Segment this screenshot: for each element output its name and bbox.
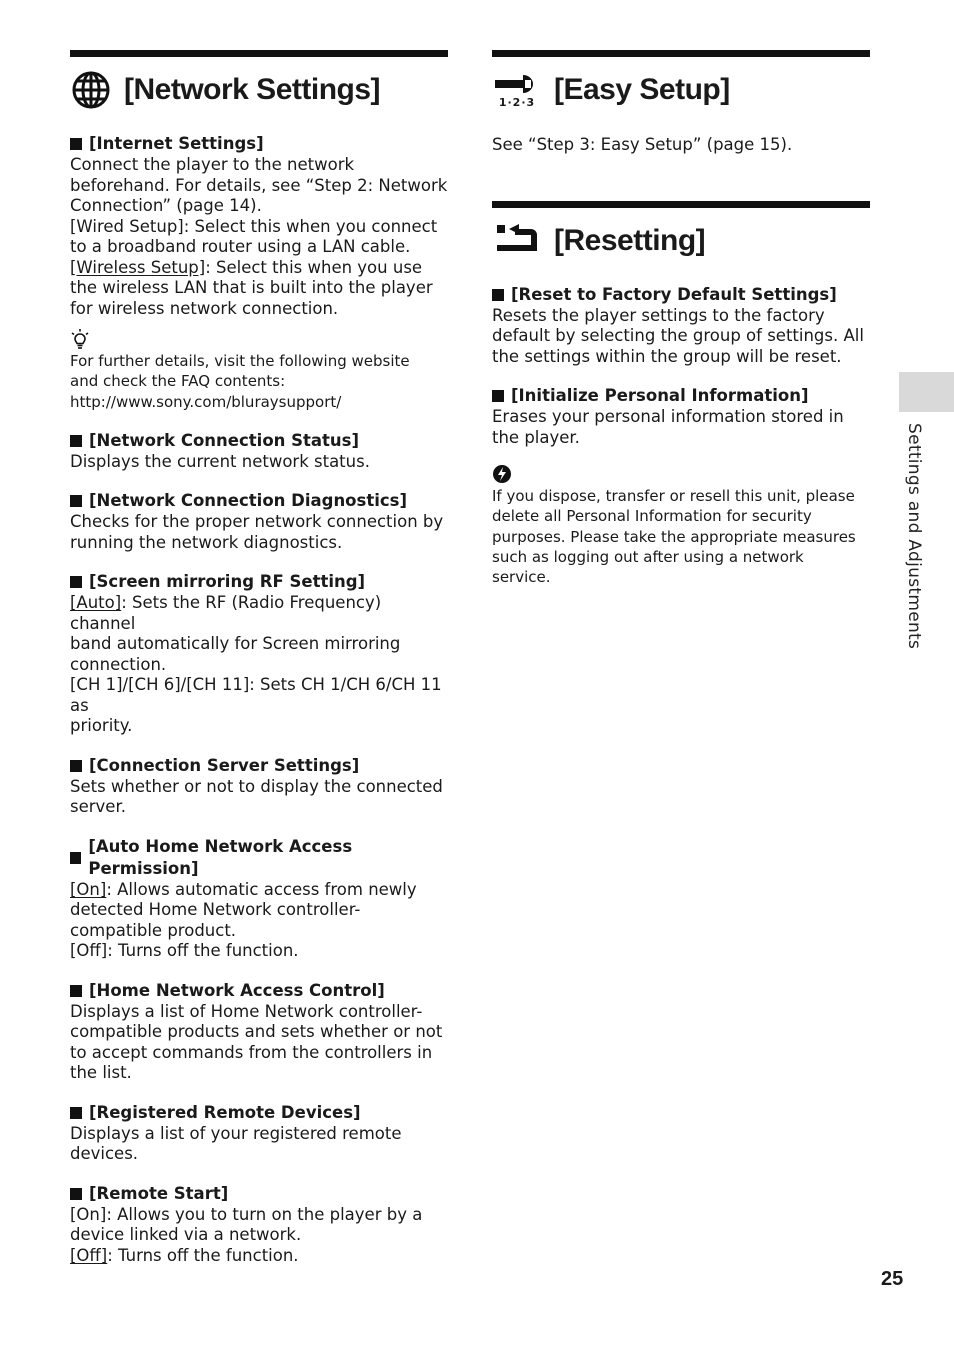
item-text: to accept commands from the controllers in (70, 1042, 433, 1062)
item-text: devices. (70, 1144, 139, 1164)
item-text: compatible product. (70, 920, 237, 940)
item-text: for wireless network connection. (70, 298, 339, 318)
bullet-square-icon (70, 1188, 82, 1200)
item-text: Connection” (page 14). (70, 196, 262, 215)
item-text: [Off]: Turns off the function. (70, 941, 299, 961)
step-numbers: 1·2·3 (498, 96, 536, 109)
chapter-tab (899, 372, 954, 412)
item-text: Displays the current network status. (70, 451, 370, 471)
easy-setup-title: [Easy Setup] (554, 73, 730, 106)
item-heading: [Initialize Personal Information] (511, 386, 809, 405)
connection-server-item (70, 755, 448, 818)
item-text: [Wired Setup]: Select this when you connect (70, 216, 438, 236)
item-text: running the network diagnostics. (70, 532, 343, 552)
bullet-square-icon (70, 576, 82, 588)
bullet-square-icon (70, 760, 82, 772)
screen-mirroring-item (70, 571, 448, 737)
initialize-personal-item (492, 385, 870, 448)
hint-url: http://www.sony.com/bluraysupport/ (70, 392, 342, 411)
resetting-header (492, 201, 870, 266)
item-text: : Sets the RF (Radio Frequency) channel (70, 593, 382, 633)
hint-bulb-icon (70, 329, 448, 351)
bullet-square-icon (70, 985, 82, 997)
item-heading: [Screen mirroring RF Setting] (89, 572, 366, 592)
item-heading: [Network Connection Diagnostics] (89, 491, 408, 511)
hint-block (70, 329, 448, 412)
network-diagnostics-item (70, 490, 448, 553)
network-settings-header (70, 50, 448, 115)
item-text: compatible products and sets whether or not (70, 1022, 443, 1042)
hint-text: For further details, visit the following website (70, 352, 410, 370)
item-text: : Allows automatic access from newly (106, 879, 417, 899)
network-settings-column (70, 50, 448, 1266)
default-option: [On] (70, 879, 107, 899)
item-text: connection. (70, 654, 167, 674)
item-text: server. (70, 797, 126, 817)
default-option: [Wireless Setup] (70, 257, 206, 277)
caution-block (492, 464, 870, 587)
resetting-title: [Resetting] (554, 223, 706, 257)
bullet-square-icon (492, 289, 504, 301)
item-text: Displays a list of your registered remote (70, 1123, 402, 1143)
default-option: [Auto] (70, 593, 122, 613)
item-heading: [Remote Start] (89, 1183, 229, 1203)
page-number: 25 (881, 1268, 904, 1290)
wrench-icon (492, 69, 542, 111)
page-title: [Network Settings] (124, 73, 381, 106)
item-text: priority. (70, 716, 133, 736)
item-text: to a broadband router using a LAN cable. (70, 237, 411, 256)
bullet-square-icon (70, 852, 81, 864)
item-heading: [Registered Remote Devices] (89, 1102, 361, 1122)
auto-home-network-item (70, 836, 448, 962)
default-option: [Off] (70, 1245, 108, 1265)
globe-icon (70, 69, 112, 111)
bullet-square-icon (70, 495, 82, 507)
item-text: Connect the player to the network (70, 155, 355, 174)
registered-remote-item (70, 1102, 448, 1165)
reset-arrow-icon (492, 220, 542, 262)
caution-icon (492, 464, 870, 486)
item-heading: [Connection Server Settings] (89, 755, 360, 775)
easy-setup-header (492, 50, 870, 115)
item-heading: [Home Network Access Control] (89, 980, 385, 1000)
item-text: beforehand. For details, see “Step 2: Network (70, 175, 448, 195)
item-text: Displays a list of Home Network controller- (70, 1001, 423, 1021)
item-text: Resets the player settings to the factory (492, 305, 825, 325)
internet-settings-item (70, 133, 448, 319)
item-text: : Turns off the function. (107, 1245, 299, 1265)
hint-text: and check the FAQ contents: (70, 372, 286, 391)
chapter-label: Settings and Adjustments (904, 423, 924, 650)
item-text: [CH 1]/[CH 6]/[CH 11]: Sets CH 1/CH 6/CH 11 as (70, 675, 442, 715)
caution-text: delete all Personal Information for security (492, 507, 812, 526)
home-network-control-item (70, 980, 448, 1084)
item-text: Checks for the proper network connection by (70, 512, 444, 532)
item-text: Erases your personal information stored in (492, 407, 844, 426)
caution-text: purposes. Please take the appropriate measures (492, 527, 856, 546)
bullet-square-icon (70, 1107, 82, 1119)
remote-start-item (70, 1183, 448, 1267)
item-text: Sets whether or not to display the connected (70, 776, 443, 796)
item-heading: [Reset to Factory Default Settings] (511, 284, 837, 304)
caution-text: If you dispose, transfer or resell this unit, please (492, 487, 855, 505)
caution-text: service. (492, 568, 551, 587)
item-heading: [Auto Home Network Access Permission] (88, 836, 353, 878)
item-text: the player. (492, 427, 580, 447)
bullet-square-icon (492, 390, 504, 402)
item-text: the settings within the group will be reset. (492, 346, 842, 366)
item-text: : Select this when you use (205, 257, 423, 277)
item-text: device linked via a network. (70, 1225, 302, 1245)
bullet-square-icon (70, 138, 82, 150)
caution-text: such as logging out after using a network (492, 547, 804, 566)
right-column (492, 50, 870, 587)
item-heading: [Internet Settings] (89, 134, 264, 153)
item-text: band automatically for Screen mirroring (70, 634, 401, 654)
item-text: detected Home Network controller- (70, 900, 361, 920)
easy-setup-text: See “Step 3: Easy Setup” (page 15). (492, 135, 793, 154)
item-text: [On]: Allows you to turn on the player by a (70, 1204, 423, 1224)
item-heading: [Network Connection Status] (89, 430, 360, 450)
bullet-square-icon (70, 435, 82, 447)
item-text: the wireless LAN that is built into the player (70, 278, 433, 297)
item-text: the list. (70, 1063, 132, 1083)
item-text: default by selecting the group of settings. All (492, 326, 864, 345)
factory-reset-item (492, 284, 870, 368)
network-status-item (70, 430, 448, 473)
